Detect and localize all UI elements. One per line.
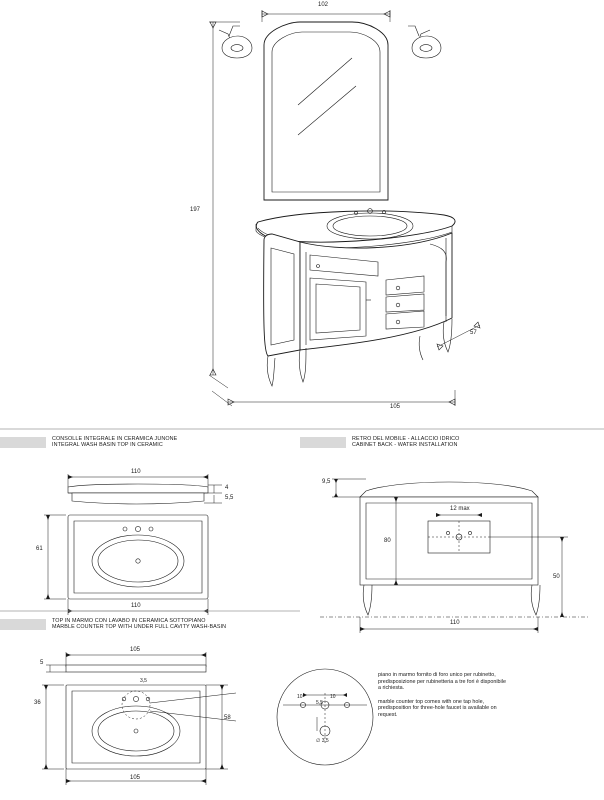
dimension-total-height	[209, 22, 240, 388]
dimension-back-top-offset	[332, 479, 366, 497]
label-back-hole-note: 12 max	[450, 506, 470, 512]
dimension-cabinet-width	[212, 390, 455, 406]
mirror	[264, 22, 388, 200]
label-back-height-upper: 80	[384, 538, 391, 544]
marble-plan	[42, 685, 236, 785]
label-marble-top-width: 105	[130, 647, 141, 653]
detail-tap-holes	[265, 665, 395, 775]
label-back-width: 110	[450, 620, 460, 626]
label-basin-bottom-width: 110	[131, 603, 141, 609]
caption-cabinet-back-it: RETRO DEL MOBILE - ALLACCIO IDRICO	[352, 436, 460, 442]
label-basin-thickness-1: 4	[225, 485, 229, 491]
label-cabinet-depth: 57	[470, 330, 477, 336]
section-divider-top	[0, 428, 604, 430]
label-detail-c: 5,5	[316, 700, 323, 706]
label-basin-top-width: 110	[131, 469, 141, 475]
label-basin-thickness-2: 5,5	[225, 495, 234, 501]
label-marble-depth-left: 36	[34, 700, 41, 706]
basin-profile	[68, 484, 222, 504]
wall-lamp-right	[408, 26, 441, 58]
label-detail-e: ∅ 3,5	[316, 738, 329, 744]
basin-plan	[44, 515, 208, 615]
caption-marble-top-it: TOP IN MARMO CON LAVABO IN CERAMICA SOTTOPIANO	[52, 618, 206, 624]
view-marble-top	[0, 645, 300, 795]
notes-block	[378, 672, 510, 726]
note-it: piano in marmo fornito di foro unico per rubinetto, predisposizione per rubinetteria a tre fori è disponibile a richiesta.	[378, 672, 506, 692]
note-en: marble counter top comes with one tap hole, predisposition for three-hole faucet is available on request.	[378, 698, 497, 718]
label-total-height: 197	[190, 207, 201, 213]
section-divider-bottom	[0, 610, 604, 612]
label-back-height-lower: 50	[553, 574, 560, 580]
caption-integral-basin-it: CONSOLLE INTEGRALE IN CERAMICA JUNONE	[52, 436, 178, 442]
caption-swatch	[0, 437, 46, 448]
caption-swatch	[300, 437, 346, 448]
label-basin-depth: 61	[36, 546, 43, 552]
label-detail-d: 10	[330, 694, 336, 700]
caption-integral-basin-en: INTEGRAL WASH BASIN TOP IN CERAMIC	[52, 442, 163, 449]
dimension-mirror-width	[262, 10, 390, 22]
label-back-top-offset: 9,5	[322, 479, 331, 485]
label-detail-b: 10	[297, 694, 303, 700]
view-integral-basin	[0, 465, 300, 625]
caption-cabinet-back-en: CABINET BACK - WATER INSTALLATION	[352, 442, 458, 449]
caption-marble-top-en: MARBLE COUNTER TOP WITH UNDER FULL CAVITY WASH-BASIN	[52, 624, 227, 631]
label-marble-bottom-width: 105	[130, 775, 141, 781]
label-cabinet-width: 105	[390, 404, 401, 410]
caption-swatch	[0, 619, 46, 630]
label-mirror-width: 102	[318, 2, 329, 8]
dimension-back-width	[360, 617, 538, 633]
wall-lamp-left	[219, 26, 252, 58]
vanity-cabinet	[264, 233, 452, 386]
label-marble-thickness: 5	[40, 660, 44, 666]
label-marble-detail-a: 3,5	[140, 678, 147, 684]
label-marble-depth-right: 58	[224, 715, 231, 721]
